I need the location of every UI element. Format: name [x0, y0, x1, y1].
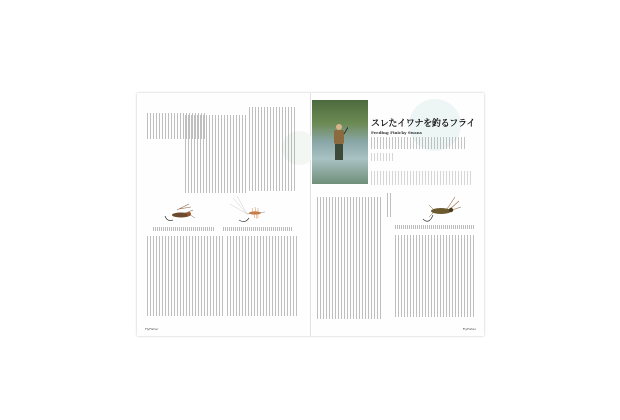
- body-text-block: [249, 107, 295, 191]
- article-title: スレたイワナを釣るフライ: [371, 119, 476, 129]
- fly-image-left: [159, 196, 199, 226]
- lead-text: [371, 137, 467, 149]
- fly-image-nymph: [415, 195, 465, 227]
- fly-caption: [153, 227, 215, 231]
- body-text-block: [185, 115, 247, 193]
- body-text-block: [147, 236, 223, 316]
- body-text-block: [395, 235, 475, 317]
- fly-caption: [223, 227, 293, 231]
- angler-photo: [312, 100, 368, 184]
- fly-image-right: [225, 192, 271, 226]
- article-subtitle: Feeding Finicky Swans: [371, 130, 422, 135]
- angler-figure: [330, 122, 348, 162]
- right-page: [311, 93, 484, 336]
- fly-caption: [395, 225, 475, 229]
- page-footer-left: FlyFisher: [145, 327, 159, 331]
- profile-text: [371, 171, 471, 185]
- body-text-block: [227, 236, 299, 316]
- magazine-spread: [137, 93, 484, 336]
- body-text-block: [387, 193, 393, 217]
- page-footer-right: FlyFisher: [462, 327, 476, 331]
- body-text-block: [317, 197, 383, 319]
- author-credit: [371, 153, 393, 161]
- left-page: [137, 93, 311, 336]
